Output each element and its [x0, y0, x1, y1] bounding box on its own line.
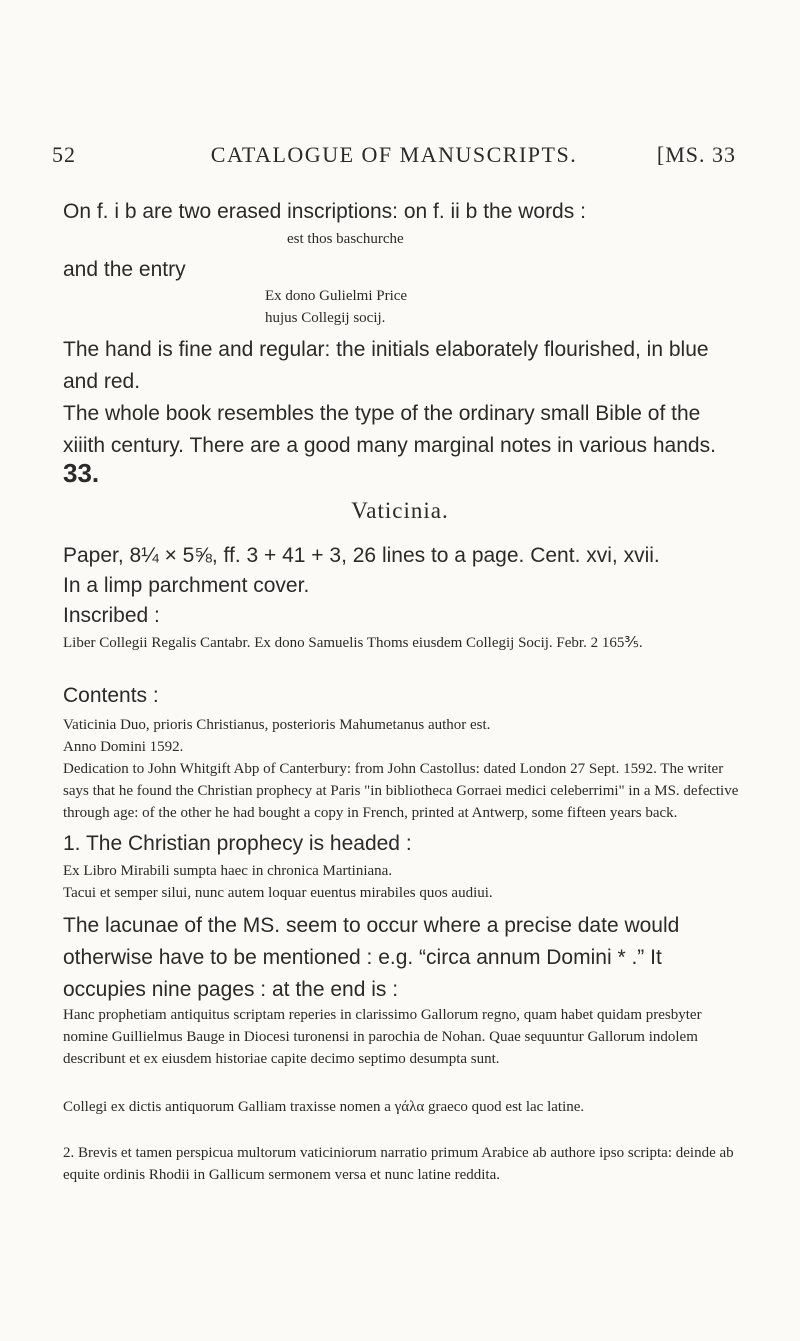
- end-text-3: 2. Brevis et tamen perspicua multorum vaticiniorum narratio primum Arabice ab authore ipso scripta: deinde ab equite ordinis Rhodii in Gallicum sermonem versa et nunc latine reddita.: [63, 1145, 734, 1183]
- intro-line-2: and the entry: [63, 258, 186, 281]
- quote-ex-dono: Ex dono Gulielmi Price: [265, 288, 408, 304]
- heading-quote-2: Tacui et semper silui, nunc autem loquar euentus mirabiles quos audiui.: [63, 885, 493, 901]
- inscription-text: Liber Collegii Regalis Cantabr. Ex dono Samuelis Thoms eiusdem Collegij Socij. Febr. 2 165⅗.: [63, 635, 643, 651]
- inscribed-label: Inscribed :: [63, 604, 160, 627]
- quote-hujus: hujus Collegij socij.: [265, 310, 386, 326]
- quote-est-thos: est thos baschurche: [287, 231, 404, 247]
- entry-title: Vaticinia.: [351, 498, 449, 523]
- end-text-1: Hanc prophetiam antiquitus scriptam reperies in clarissimo Gallorum regno, quam habet quidam presbyter nomine Guillielmus Bauge in Diocesi turonensi in parochia de Nohan. Quae sequuntur Gallorum indolem describunt et ex eiusdem historiae capite decimo septimo desumpta sunt.: [63, 1007, 702, 1067]
- ms-reference: [MS. 33: [656, 142, 736, 167]
- para-book: The whole book resembles the type of the ordinary small Bible of the xiiith century. There are a good many marginal notes in various hands.: [63, 402, 716, 457]
- contents-line-2: Anno Domini 1592.: [63, 739, 184, 755]
- entry-number: 33.: [63, 458, 100, 488]
- lacunae-paragraph: The lacunae of the MS. seem to occur where a precise date would otherwise have to be mentioned : e.g. “circa annum Domini * .” It occupies nine pages : at the end is :: [63, 914, 680, 1001]
- heading-quote-1: Ex Libro Mirabili sumpta haec in chronica Martiniana.: [63, 863, 393, 879]
- end-text-2: Collegi ex dictis antiquorum Galliam traxisse nomen a γάλα graeco quod est lac latine.: [63, 1099, 585, 1115]
- contents-line-1: Vaticinia Duo, prioris Christianus, posterioris Mahumetanus author est.: [63, 717, 491, 733]
- running-header: [52, 142, 736, 174]
- binding-description: In a limp parchment cover.: [63, 574, 310, 597]
- intro-line-1: On f. i b are two erased inscriptions: on f. ii b the words :: [63, 200, 586, 223]
- dedication-text: Dedication to John Whitgift Abp of Canterbury: from John Castollus: dated London 27 Sept. 1592. The writer says that he found the Christian prophecy at Paris "in bibliotheca Gorraei medici celeberrimi" in a MS. defective through age: of the other he had bought a copy in French, printed at Antwerp, some fifteen years back.: [63, 761, 739, 821]
- heading-christian-prophecy: 1. The Christian prophecy is headed :: [63, 832, 412, 855]
- para-hand: The hand is fine and regular: the initials elaborately flourished, in blue and red.: [63, 338, 709, 393]
- physical-description: Paper, 8¼ × 5⅝, ff. 3 + 41 + 3, 26 lines to a page. Cent. xvi, xvii.: [63, 544, 660, 567]
- running-title: CATALOGUE OF MANUSCRIPTS.: [210, 142, 578, 167]
- contents-label: Contents :: [63, 684, 159, 707]
- page-number: 52: [52, 142, 76, 167]
